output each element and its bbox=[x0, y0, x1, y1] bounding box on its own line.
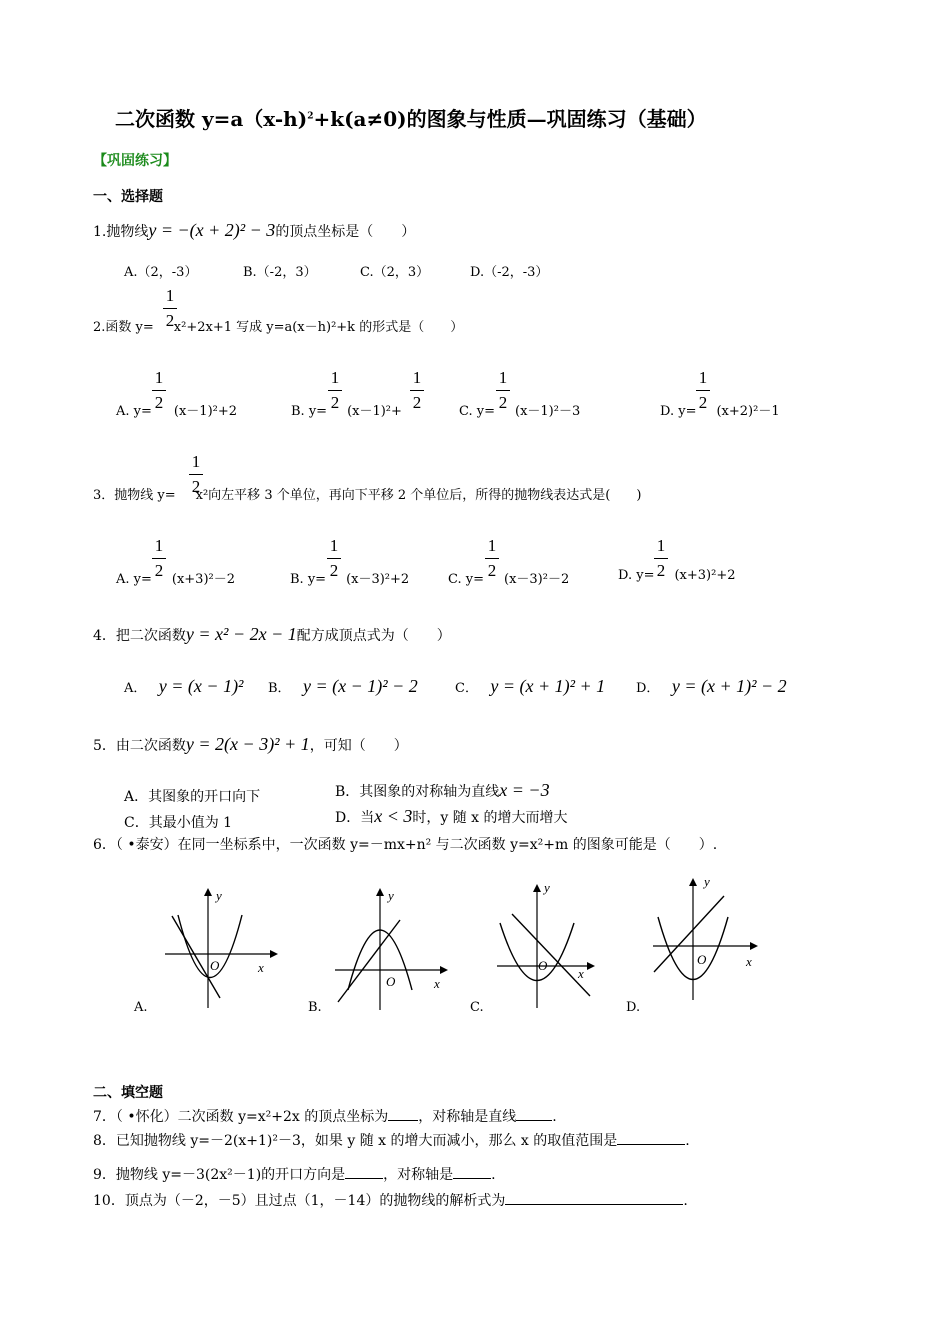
fraction-half: 1 2 bbox=[696, 368, 710, 413]
fraction-half: 1 2 bbox=[327, 536, 341, 581]
q4-option-b: B． y = (x − 1)² − 2 bbox=[268, 676, 418, 696]
fraction-half: 1 2 bbox=[328, 368, 342, 413]
question-6: 6．（ •泰安）在同一坐标系中，一次函数 y=－mx+n² 与二次函数 y=x²+m 的图象可能是（ ）. bbox=[93, 837, 718, 853]
fraction-half: 1 2 bbox=[189, 452, 203, 497]
question-1: 1.抛物线y = −(x + 2)² − 3的顶点坐标是（ ） bbox=[93, 220, 416, 240]
graph-label-c: C. bbox=[470, 1000, 484, 1015]
fraction-half: 1 2 bbox=[152, 368, 166, 413]
origin-label: O bbox=[210, 958, 220, 973]
origin-label: O bbox=[386, 974, 396, 989]
graph-option-d bbox=[648, 872, 768, 1007]
q2-option-a: A. y= (x－1)²+2 bbox=[116, 404, 238, 419]
q5-option-b: B．其图象的对称轴为直线x = −3 bbox=[335, 780, 550, 800]
origin-label: O bbox=[538, 958, 548, 973]
axis-y-label: y bbox=[704, 874, 710, 889]
origin-label: O bbox=[697, 952, 707, 967]
section-heading-choice: 一、选择题 bbox=[93, 189, 163, 205]
q2-option-c: C. y= (x－1)²－3 bbox=[459, 404, 581, 419]
question-4: 4．把二次函数y = x² − 2x − 1配方成顶点式为（ ） bbox=[93, 624, 451, 644]
axis-x-label: x bbox=[578, 966, 584, 981]
fraction-half: 1 2 bbox=[654, 536, 668, 581]
q5-option-a: A．其图象的开口向下 bbox=[124, 789, 261, 805]
graph-option-b bbox=[330, 880, 450, 1015]
axis-y-label: y bbox=[544, 880, 550, 895]
fraction-half: 1 2 bbox=[496, 368, 510, 413]
question-10: 10．顶点为（－2，－5）且过点（1，－14）的抛物线的解析式为 . bbox=[93, 1193, 688, 1209]
question-5: 5．由二次函数y = 2(x − 3)² + 1，可知（ ） bbox=[93, 734, 408, 754]
graph-label-d: D. bbox=[626, 1000, 641, 1015]
q3-option-a: A. y= (x+3)²－2 bbox=[116, 572, 236, 587]
q1-option-b: B.（-2，3） bbox=[243, 265, 317, 280]
question-7: 7．（ •怀化）二次函数 y=x²+2x 的顶点坐标为 ，对称轴是直线 . bbox=[93, 1109, 557, 1125]
fraction-half: 1 2 bbox=[163, 286, 177, 331]
q4-option-c: C． y = (x + 1)² + 1 bbox=[455, 676, 606, 696]
question-9: 9．抛物线 y=－3(2x²－1)的开口方向是 ，对称轴是 . bbox=[93, 1167, 496, 1183]
q5-option-c: C．其最小值为 1 bbox=[124, 815, 233, 831]
section-label: 【巩固练习】 bbox=[93, 153, 177, 169]
graph-label-a: A. bbox=[134, 1000, 148, 1015]
q1-option-a: A.（2，-3） bbox=[124, 265, 198, 280]
graph-option-c bbox=[492, 878, 612, 1013]
q1-option-c: C.（2，3） bbox=[360, 265, 430, 280]
axis-x-label: x bbox=[434, 976, 440, 991]
question-8: 8．已知抛物线 y=－2(x+1)²－3，如果 y 随 x 的增大而减小，那么 x 的取值范围是 . bbox=[93, 1133, 690, 1149]
q5-option-d: D．当x < 3时，y 随 x 的增大而增大 bbox=[335, 806, 568, 826]
q3-option-d: D. y= (x+3)²+2 bbox=[618, 568, 736, 583]
question-3: 3．抛物线 y= x²向左平移 3 个单位，再向下平移 2 个单位后，所得的抛物线表达式是( ) bbox=[93, 488, 642, 503]
axis-y-label: y bbox=[216, 888, 222, 903]
q1-option-d: D.（-2，-3） bbox=[470, 265, 549, 280]
graph-option-a bbox=[160, 880, 280, 1015]
axis-x-label: x bbox=[746, 954, 752, 969]
fraction-half: 1 2 bbox=[410, 368, 424, 413]
graph-label-b: B. bbox=[308, 1000, 322, 1015]
fraction-half: 1 2 bbox=[485, 536, 499, 581]
axis-x-label: x bbox=[258, 960, 264, 975]
q3-option-b: B. y= (x－3)²+2 bbox=[290, 572, 410, 587]
q4-option-d: D． y = (x + 1)² − 2 bbox=[636, 676, 787, 696]
q3-option-c: C. y= (x－3)²－2 bbox=[448, 572, 570, 587]
question-2: 2.函数 y= x²+2x+1 写成 y=a(x－h)²+k 的形式是（ ） bbox=[93, 320, 464, 335]
page-title: 二次函数 y=a（x-h)$^2$+k(a≠0)的图象与性质—巩固练习（基础） bbox=[115, 107, 707, 131]
fraction-half: 1 2 bbox=[152, 536, 166, 581]
axis-y-label: y bbox=[388, 888, 394, 903]
q2-option-d: D. y= (x+2)²－1 bbox=[660, 404, 780, 419]
q4-option-a: A． y = (x − 1)² bbox=[124, 676, 244, 696]
section-heading-fill: 二、填空题 bbox=[93, 1085, 163, 1101]
q2-option-b: B. y= (x－1)²+ bbox=[291, 404, 402, 419]
